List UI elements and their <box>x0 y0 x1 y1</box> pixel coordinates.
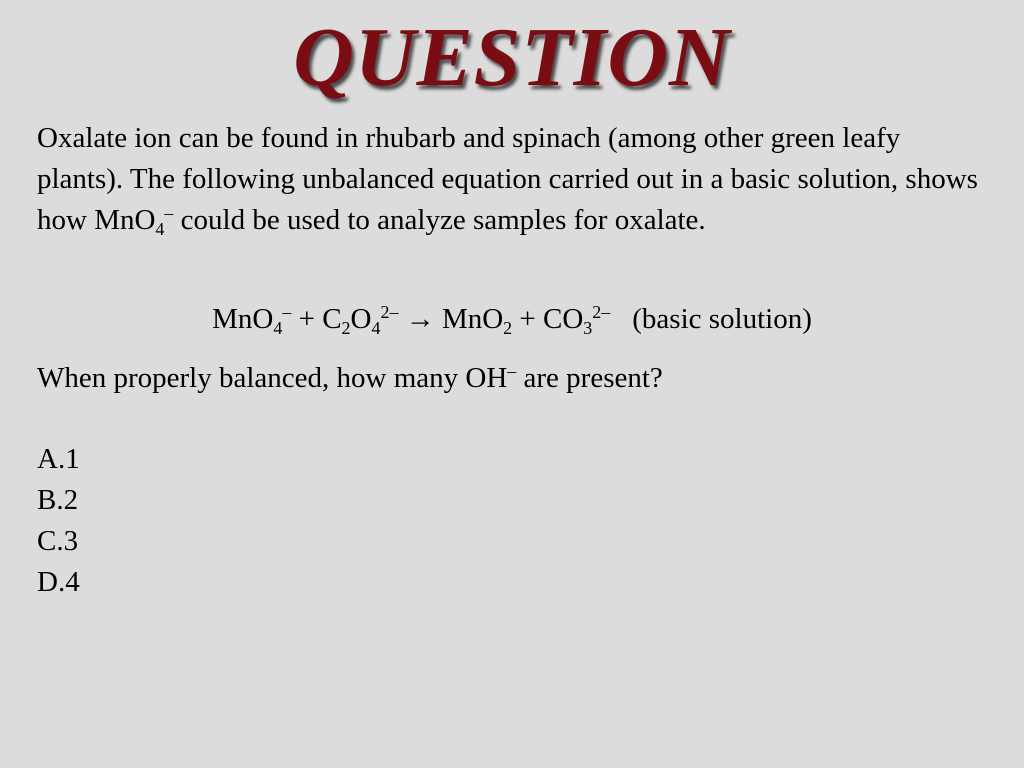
eq-superscript: 2– <box>380 302 399 323</box>
problem-paragraph <box>37 118 987 241</box>
eq-term: + C <box>291 303 342 335</box>
choice-a: A.1 <box>37 443 80 475</box>
question-text <box>37 358 987 399</box>
eq-term: MnO <box>212 303 274 335</box>
chemical-equation <box>0 299 1024 340</box>
choice-d: D.4 <box>37 566 80 598</box>
paragraph-text-1: Oxalate ion can be found in rhubarb and spinach (among other green leafy plants). The following unbalanced equation carried out in a basic solution, shows how MnO <box>37 122 978 236</box>
question-text-1: When properly balanced, how many OH <box>37 362 508 394</box>
paragraph-superscript: – <box>164 203 174 224</box>
eq-subscript: 2 <box>341 318 351 339</box>
eq-superscript: 2– <box>592 302 611 323</box>
eq-subscript: 3 <box>583 318 593 339</box>
paragraph-subscript: 4 <box>155 219 165 240</box>
eq-term: O <box>350 303 372 335</box>
choice-b: B.2 <box>37 484 79 516</box>
question-superscript: – <box>507 361 517 382</box>
paragraph-text-2: could be used to analyze samples for oxalate. <box>173 204 706 236</box>
reaction-arrow: → <box>398 303 442 335</box>
eq-term: + CO <box>512 303 584 335</box>
eq-term: MnO <box>441 303 504 335</box>
answer-choices <box>37 439 80 603</box>
eq-subscript: 4 <box>273 318 283 339</box>
slide-title: QUESTION <box>293 11 731 104</box>
eq-subscript: 2 <box>503 318 513 339</box>
eq-condition: (basic solution) <box>632 303 812 335</box>
choice-c: C.3 <box>37 525 79 557</box>
eq-superscript: – <box>282 302 292 323</box>
question-text-2: are present? <box>516 362 663 394</box>
eq-subscript: 4 <box>371 318 381 339</box>
